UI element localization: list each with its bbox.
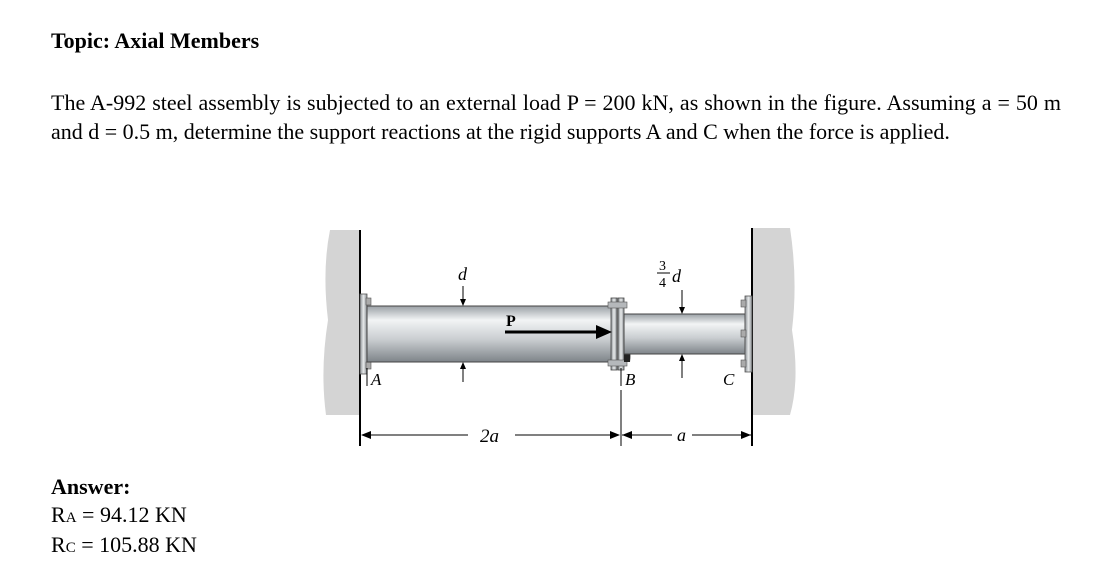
three-quarter-d-marker-bottom-head [679, 354, 685, 361]
topic-heading: Topic: Axial Members [51, 28, 260, 53]
reaction-a-answer [51, 502, 187, 528]
reaction-c-value: = 105.88 KN [75, 532, 197, 557]
reaction-a-subscript: A [65, 510, 77, 526]
load-label: P [506, 313, 516, 330]
reaction-c-symbol: R [51, 532, 66, 557]
point-a-label: A [371, 370, 382, 389]
dim-a-arrow-right [741, 431, 751, 439]
problem-statement: The A-992 steel assembly is subjected to an external load P = 200 kN, as shown in the figure. Assuming a = 50 m and d = 0.5 m, determine the support reactions at the rigid supports A and C when the force is applied. [51, 90, 1061, 144]
point-b-label: B [625, 370, 636, 389]
rod-bc [624, 314, 745, 354]
diameter-label-d: d [458, 264, 467, 284]
fraction-numerator: 3 [659, 259, 666, 274]
reaction-a-symbol: R [51, 502, 66, 527]
dim-2a-arrow-right [610, 431, 620, 439]
three-quarter-d-marker-top-head [679, 307, 685, 314]
right-bolt-mid [741, 330, 746, 337]
point-c-label: C [723, 370, 735, 389]
reaction-a-value: = 94.12 KN [76, 502, 187, 527]
answer-heading: Answer: [51, 474, 131, 499]
axial-member-figure [320, 210, 800, 470]
reaction-c-subscript: C [65, 540, 76, 556]
right-wall [752, 228, 796, 415]
right-bolt-bottom [741, 360, 746, 367]
reaction-c-answer [51, 532, 197, 558]
dim-2a-arrow-left [361, 431, 371, 439]
dim-2a-label: 2a [480, 426, 499, 447]
d-marker-top-head [460, 299, 466, 306]
d-marker-bottom-head [460, 362, 466, 369]
flange-b-right [618, 298, 624, 370]
right-bolt-top [741, 300, 746, 307]
fraction-denominator: 4 [659, 276, 666, 291]
flange-bolt-top [608, 302, 627, 308]
diameter-label-d-small: d [672, 266, 681, 286]
flange-b-left [611, 298, 617, 370]
left-wall [323, 230, 360, 415]
rod-ab [367, 306, 612, 362]
left-bolt-top [366, 298, 371, 305]
left-bolt-bottom [366, 362, 371, 369]
dim-a-arrow-left [622, 431, 632, 439]
figure-svg [320, 210, 800, 470]
dim-a-label: a [677, 425, 686, 445]
